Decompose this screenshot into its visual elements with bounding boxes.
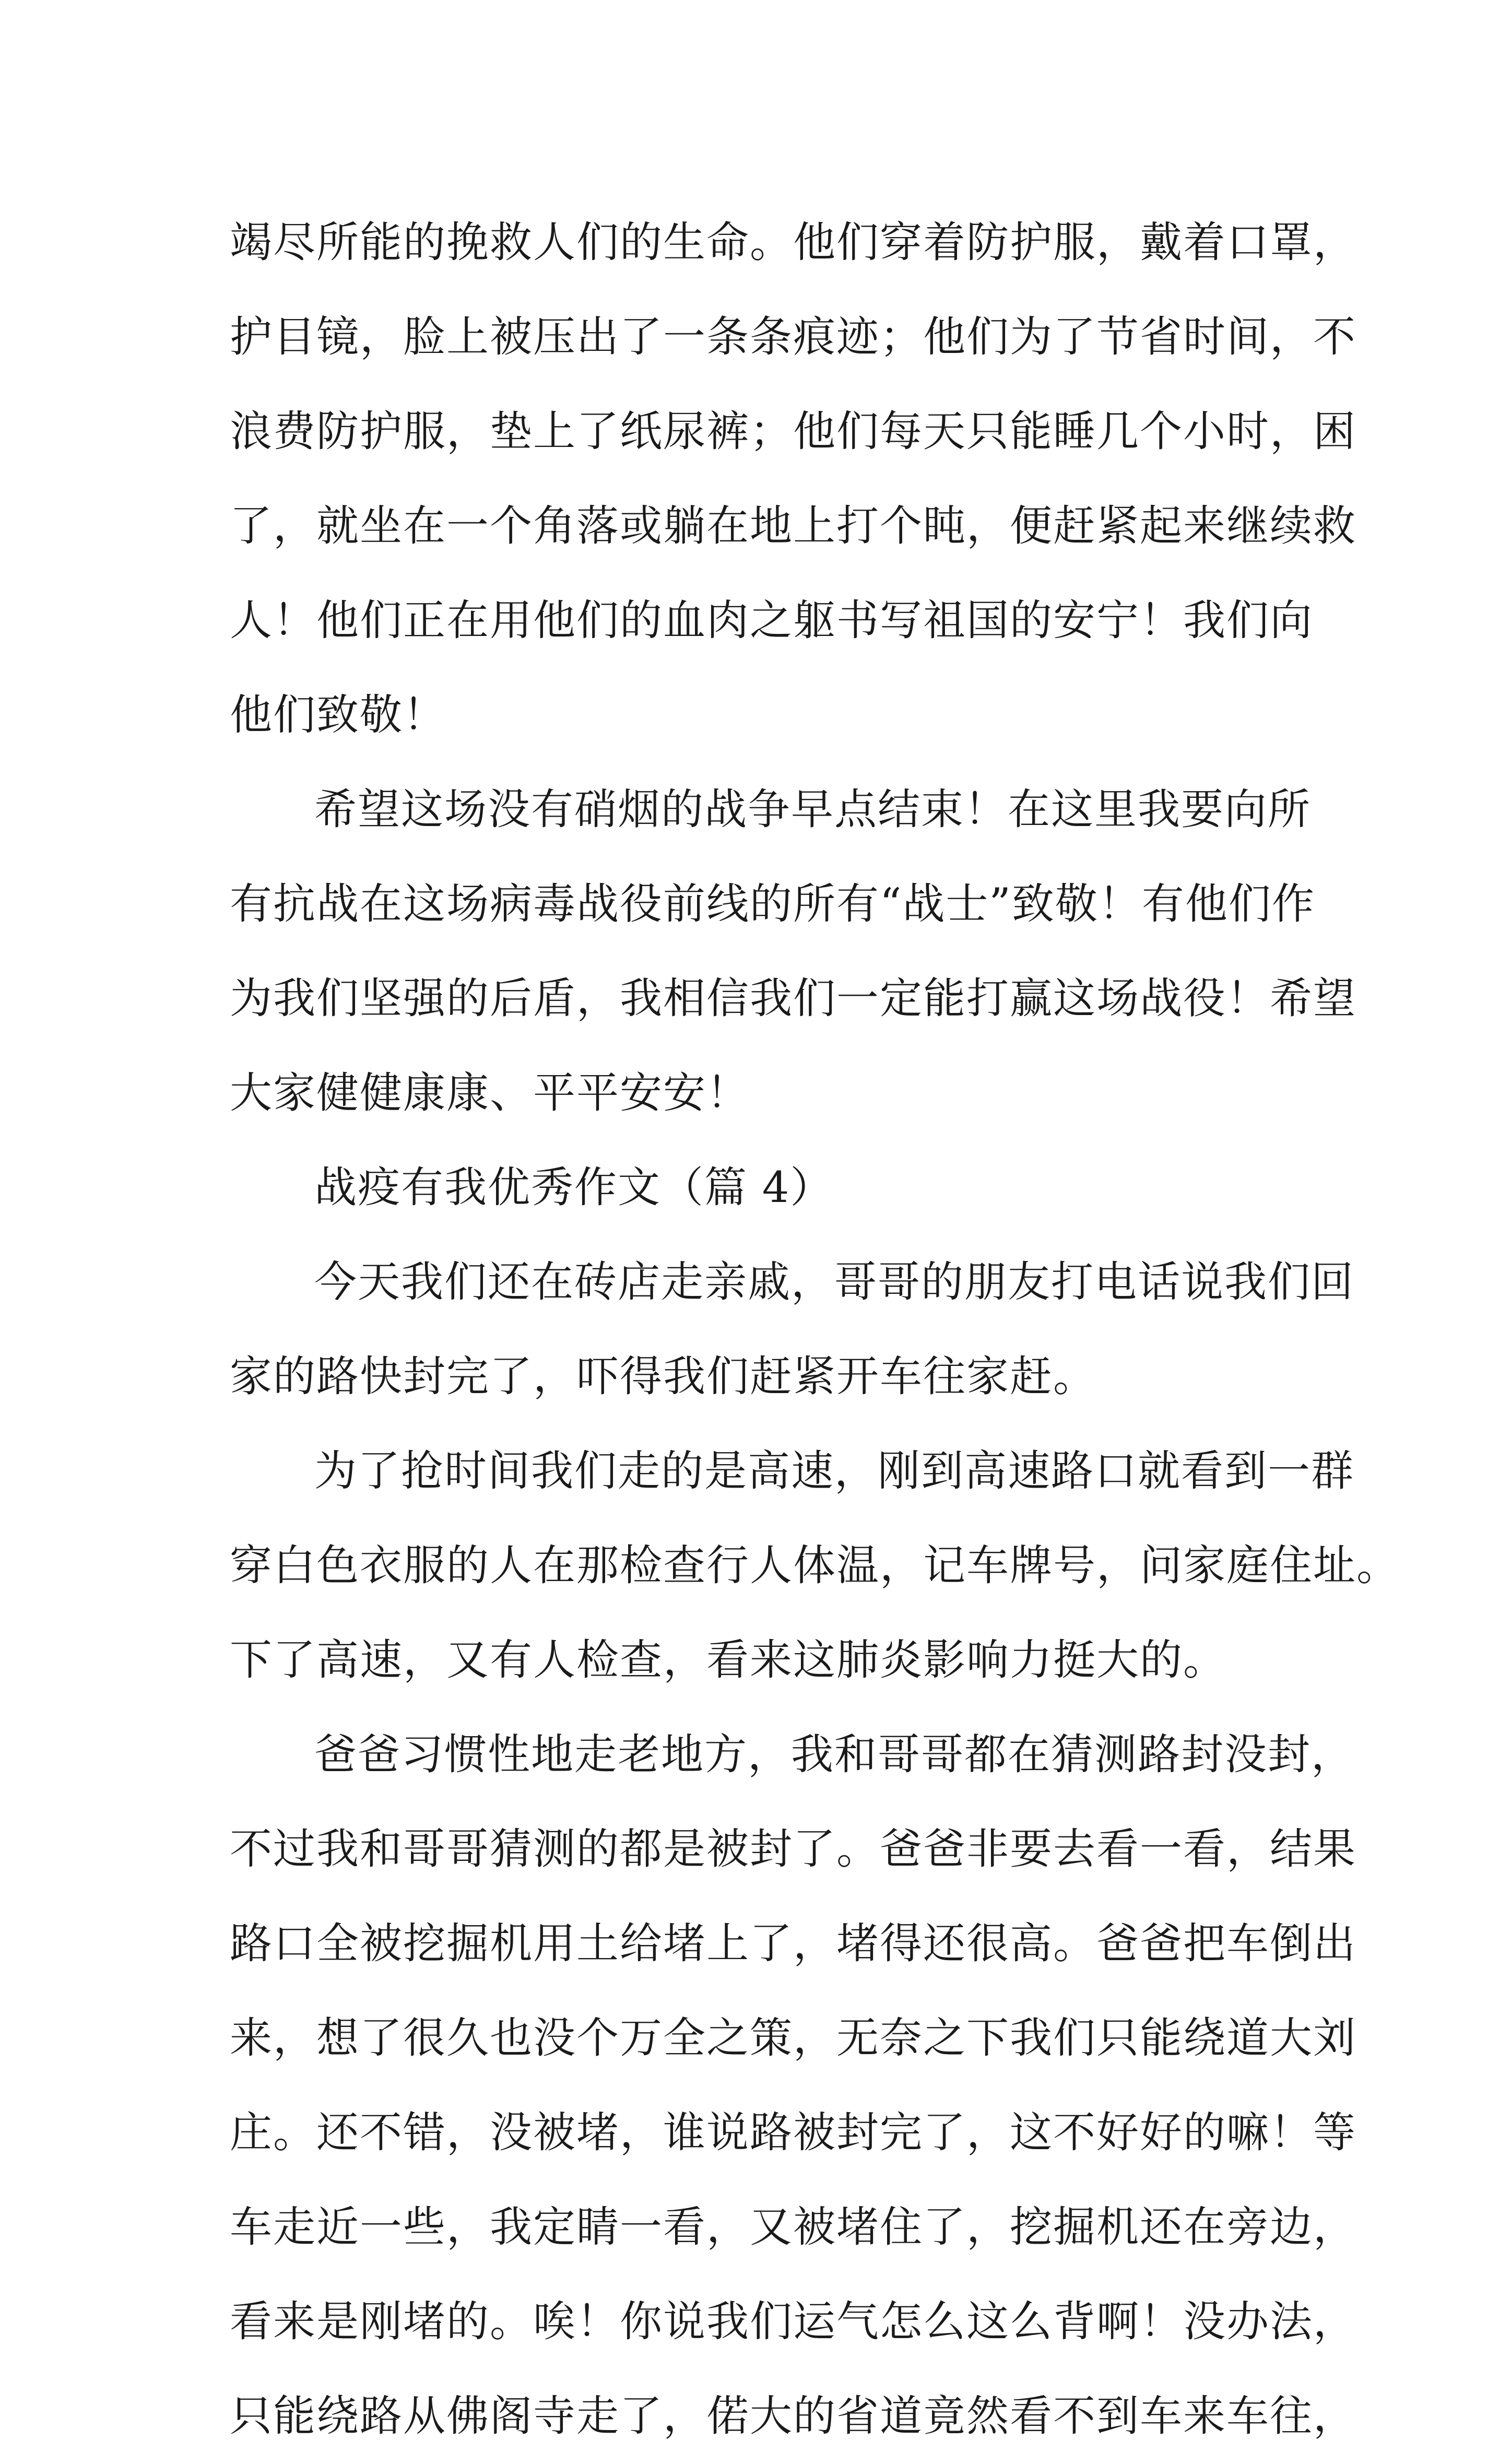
- text-line: 只能绕路从佛阁寺走了，偌大的省道竟然看不到车来车往，: [230, 2392, 1357, 2441]
- text-line: 护目镜，脸上被压出了一条条痕迹；他们为了节省时间，不: [230, 313, 1357, 362]
- text-line: 为我们坚强的后盾，我相信我们一定能打赢这场战役！希望: [230, 974, 1357, 1023]
- text-line: 穿白色衣服的人在那检查行人体温，记车牌号，问家庭住址。: [230, 1541, 1400, 1590]
- text-line: 大家健健康康、平平安安！: [230, 1069, 750, 1118]
- text-line: 不过我和哥哥猜测的都是被封了。爸爸非要去看一看，结果: [230, 1825, 1357, 1874]
- paragraph-first-line: 为了抢时间我们走的是高速，刚到高速路口就看到一群: [314, 1447, 1355, 1496]
- paragraph-first-line: 今天我们还在砖店走亲戚，哥哥的朋友打电话说我们回: [314, 1258, 1355, 1307]
- text-line: 看来是刚堵的。唉！你说我们运气怎么这么背啊！没办法，: [230, 2297, 1357, 2347]
- text-line: 有抗战在这场病毒战役前线的所有“战士”致敬！有他们作: [230, 880, 1315, 929]
- text-line: 车走近一些，我定睛一看，又被堵住了，挖掘机还在旁边，: [230, 2203, 1357, 2252]
- text-line: 了，就坐在一个角落或躺在地上打个盹，便赶紧起来继续救: [230, 502, 1357, 551]
- text-line: 竭尽所能的挽救人们的生命。他们穿着防护服，戴着口罩，: [230, 218, 1357, 267]
- text-line: 浪费防护服，垫上了纸尿裤；他们每天只能睡几个小时，困: [230, 407, 1357, 456]
- text-line: 来，想了很久也没个万全之策，无奈之下我们只能绕道大刘: [230, 2014, 1357, 2063]
- text-line: 路口全被挖掘机用土给堵上了，堵得还很高。爸爸把车倒出: [230, 1919, 1357, 1968]
- paragraph-first-line: 爸爸习惯性地走老地方，我和哥哥都在猜测路封没封，: [314, 1730, 1355, 1779]
- text-line: 他们致敬！: [230, 691, 447, 740]
- section-heading: 战疫有我优秀作文（篇 4）: [314, 1163, 834, 1212]
- text-line: 庄。还不错，没被堵，谁说路被封完了，这不好好的嘛！等: [230, 2108, 1357, 2158]
- text-line: 下了高速，又有人检查，看来这肺炎影响力挺大的。: [230, 1636, 1227, 1685]
- text-line: 家的路快封完了，吓得我们赶紧开车往家赶。: [230, 1352, 1097, 1401]
- document-body: [230, 196, 1400, 2464]
- text-line: 人！他们正在用他们的血肉之躯书写祖国的安宁！我们向: [230, 596, 1314, 645]
- paragraph-first-line: 希望这场没有硝烟的战争早点结束！在这里我要向所: [314, 785, 1312, 834]
